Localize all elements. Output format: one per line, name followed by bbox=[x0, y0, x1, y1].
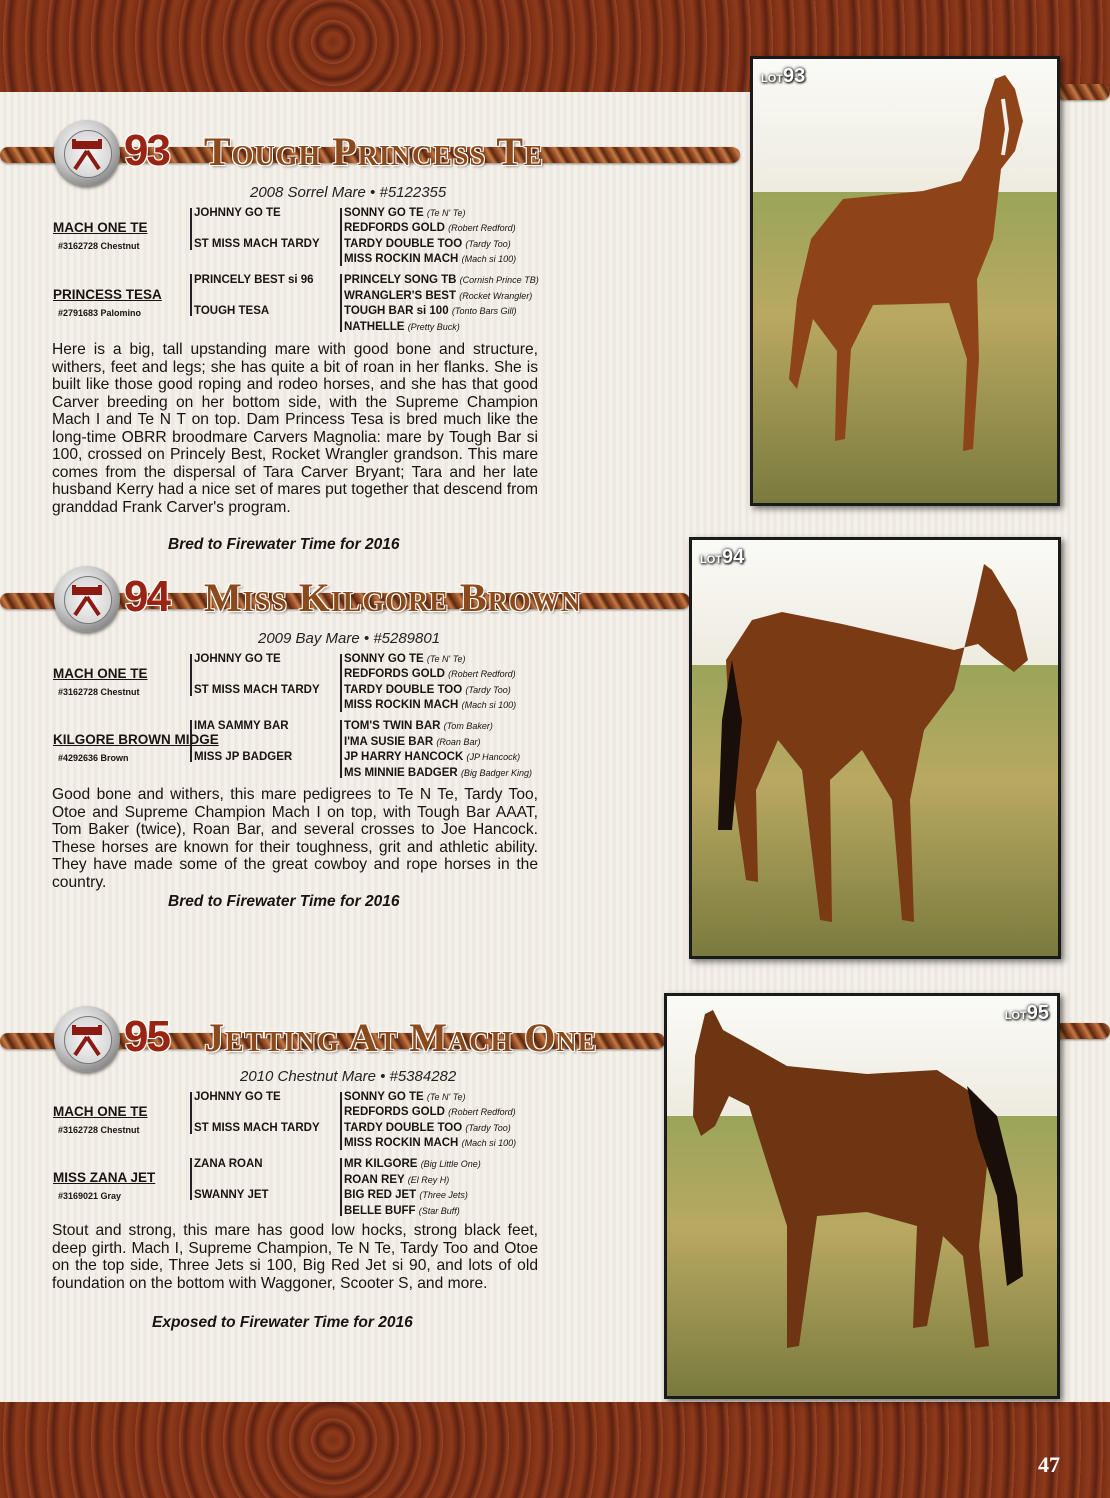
sire-reg: #3162728 Chestnut bbox=[58, 241, 140, 251]
page-number: 47 bbox=[1038, 1452, 1060, 1477]
great-grandparent-sire: (Robert Redford) bbox=[448, 223, 516, 233]
great-grandparent-sire: (Robert Redford) bbox=[448, 669, 516, 679]
horse-name: Tough Princess Te bbox=[204, 129, 544, 174]
great-grandparent: SONNY GO TE bbox=[344, 1091, 424, 1103]
breeding-status: Bred to Firewater Time for 2016 bbox=[168, 536, 400, 553]
dam-name: KILGORE BROWN MIDGE bbox=[53, 732, 219, 747]
horse-photo bbox=[689, 537, 1061, 959]
dam-reg: #3169021 Gray bbox=[58, 1191, 122, 1201]
great-grandparent-sire: (Mach si 100) bbox=[461, 700, 517, 710]
great-grandparent-sire: (Mach si 100) bbox=[461, 254, 517, 264]
dam-name: MISS ZANA JET bbox=[53, 1170, 156, 1185]
great-grandparent: BIG RED JET bbox=[344, 1189, 417, 1201]
lot-prefix: LOT bbox=[761, 73, 783, 85]
horse-silhouette-icon bbox=[753, 59, 1057, 503]
dam-name: PRINCESS TESA bbox=[53, 287, 162, 302]
grandparent: ST MISS MACH TARDY bbox=[194, 684, 320, 696]
grandparent: ST MISS MACH TARDY bbox=[194, 1122, 320, 1134]
horse-name: Miss Kilgore Brown bbox=[204, 575, 582, 620]
great-grandparent-sire: (Tonto Bars Gill) bbox=[451, 306, 517, 316]
pedigree-chart bbox=[52, 652, 552, 782]
great-grandparent: TARDY DOUBLE TOO bbox=[344, 238, 463, 250]
horse-name: Jetting At Mach One bbox=[204, 1015, 598, 1060]
great-grandparent: PRINCELY SONG TB bbox=[344, 274, 457, 286]
great-grandparent: REDFORDS GOLD bbox=[344, 668, 445, 680]
horse-subtitle: 2010 Chestnut Mare • #5384282 bbox=[240, 1068, 457, 1085]
pedigree-chart bbox=[52, 1090, 552, 1220]
great-grandparent: MISS ROCKIN MACH bbox=[344, 1137, 459, 1149]
horse-silhouette-icon bbox=[692, 540, 1058, 956]
great-grandparent: REDFORDS GOLD bbox=[344, 222, 445, 234]
grandparent: JOHNNY GO TE bbox=[194, 1091, 281, 1103]
tooled-leather-footer bbox=[0, 1402, 1110, 1498]
horse-description: Here is a big, tall upstanding mare with good bone and structure, withers, feet and legs; she has quite a bit of roan in her flanks. She is built like those good roping and rodeo horses, and she has that good Carver breeding on her bottom side, with the Supreme Champion Mach I and Te N T on top. Dam Princess Tesa is bred much like the long-time OBRR broodmare Carvers Magnolia: mare by Tough Bar si 100, crossed on Princely Best, Rocket Wrangler grandson. This mare comes from the dispersal of Tara Carver Bryant; Tara and her late husband Kerry had a nice set of mares put together that descend from granddad Frank Carver's program. bbox=[52, 341, 538, 516]
sire-name: MACH ONE TE bbox=[53, 666, 148, 681]
horse-description: Stout and strong, this mare has good low hocks, strong black feet, deep girth. Mach I, Supreme Champion, Te N Te, Tardy Too and Otoe on the top side, Three Jets si 100, Big Red Jet si 90, and lots of old foundation on the bottom with Waggoner, Scooter S, and more. bbox=[52, 1222, 538, 1292]
horse-description: Good bone and withers, this mare pedigrees to Te N Te, Tardy Too, Otoe and Supreme Champion Mach I on top, with Tough Bar AAAT, Tom Baker (twice), Roan Bar, and several crosses to Joe Hancock. These horses are known for their toughness, grit and athletic ability. They have made some of the great cowboy and rope horses in the country. bbox=[52, 786, 538, 891]
breeding-status: Bred to Firewater Time for 2016 bbox=[168, 893, 400, 910]
pedigree-chart bbox=[52, 206, 552, 336]
sire-reg: #3162728 Chestnut bbox=[58, 1125, 140, 1135]
horse-subtitle: 2009 Bay Mare • #5289801 bbox=[258, 630, 441, 647]
great-grandparent: MR KILGORE bbox=[344, 1158, 418, 1170]
great-grandparent-sire: (Robert Redford) bbox=[448, 1107, 516, 1117]
great-grandparent-sire: (Te N' Te) bbox=[426, 208, 466, 218]
great-grandparent-sire: (Cornish Prince TB) bbox=[459, 275, 539, 285]
great-grandparent: TOUGH BAR si 100 bbox=[344, 305, 449, 317]
great-grandparent-sire: (Tom Baker) bbox=[443, 721, 493, 731]
lot-number: 93 bbox=[124, 126, 169, 175]
grandparent: MISS JP BADGER bbox=[194, 751, 293, 763]
rope-divider bbox=[1056, 84, 1110, 100]
dam-reg: #4292636 Brown bbox=[58, 753, 129, 763]
dam-reg: #2791683 Palomino bbox=[58, 308, 142, 318]
great-grandparent: TARDY DOUBLE TOO bbox=[344, 684, 463, 696]
great-grandparent-sire: (Rocket Wrangler) bbox=[459, 291, 533, 301]
grandparent: ST MISS MACH TARDY bbox=[194, 238, 320, 250]
grandparent: IMA SAMMY BAR bbox=[194, 720, 289, 732]
great-grandparent-sire: (Tardy Too) bbox=[465, 685, 511, 695]
rope-divider bbox=[1054, 1023, 1110, 1039]
horse-subtitle: 2008 Sorrel Mare • #5122355 bbox=[250, 184, 447, 201]
grandparent: SWANNY JET bbox=[194, 1189, 269, 1201]
great-grandparent-sire: (Big Little One) bbox=[420, 1159, 481, 1169]
great-grandparent-sire: (Te N' Te) bbox=[426, 654, 466, 664]
great-grandparent: I'MA SUSIE BAR bbox=[344, 736, 434, 748]
great-grandparent-sire: (JP Hancock) bbox=[466, 752, 521, 762]
great-grandparent: JP HARRY HANCOCK bbox=[344, 751, 464, 763]
great-grandparent: REDFORDS GOLD bbox=[344, 1106, 445, 1118]
great-grandparent: SONNY GO TE bbox=[344, 653, 424, 665]
great-grandparent: TARDY DOUBLE TOO bbox=[344, 1122, 463, 1134]
photo-lot-number: 93 bbox=[783, 65, 806, 87]
lot-prefix: LOT bbox=[700, 554, 722, 566]
brand-conch-icon bbox=[54, 120, 120, 186]
lot-prefix: LOT bbox=[1004, 1010, 1027, 1022]
lot-number: 94 bbox=[124, 572, 169, 621]
great-grandparent: TOM'S TWIN BAR bbox=[344, 720, 441, 732]
great-grandparent-sire: (Tardy Too) bbox=[465, 1123, 511, 1133]
grandparent: TOUGH TESA bbox=[194, 305, 270, 317]
grandparent: JOHNNY GO TE bbox=[194, 653, 281, 665]
great-grandparent: MS MINNIE BADGER bbox=[344, 767, 458, 779]
grandparent: JOHNNY GO TE bbox=[194, 207, 281, 219]
horse-photo bbox=[664, 993, 1060, 1399]
grandparent: PRINCELY BEST si 96 bbox=[194, 274, 314, 286]
breeding-status: Exposed to Firewater Time for 2016 bbox=[152, 1314, 413, 1331]
lot-number: 95 bbox=[124, 1012, 169, 1061]
great-grandparent-sire: (Star Buff) bbox=[418, 1206, 460, 1216]
horse-silhouette-icon bbox=[667, 996, 1057, 1396]
brand-conch-icon bbox=[54, 1006, 120, 1072]
great-grandparent: ROAN REY bbox=[344, 1174, 405, 1186]
great-grandparent: SONNY GO TE bbox=[344, 207, 424, 219]
great-grandparent-sire: (Te N' Te) bbox=[426, 1092, 466, 1102]
great-grandparent: MISS ROCKIN MACH bbox=[344, 253, 459, 265]
sire-reg: #3162728 Chestnut bbox=[58, 687, 140, 697]
great-grandparent: MISS ROCKIN MACH bbox=[344, 699, 459, 711]
great-grandparent: NATHELLE bbox=[344, 321, 405, 333]
horse-photo bbox=[750, 56, 1060, 506]
grandparent: ZANA ROAN bbox=[194, 1158, 263, 1170]
great-grandparent-sire: (Big Badger King) bbox=[460, 768, 532, 778]
great-grandparent-sire: (El Rey H) bbox=[407, 1175, 450, 1185]
great-grandparent-sire: (Mach si 100) bbox=[461, 1138, 517, 1148]
sire-name: MACH ONE TE bbox=[53, 220, 148, 235]
photo-lot-number: 94 bbox=[722, 546, 745, 568]
great-grandparent-sire: (Pretty Buck) bbox=[407, 322, 460, 332]
great-grandparent: BELLE BUFF bbox=[344, 1205, 416, 1217]
sire-name: MACH ONE TE bbox=[53, 1104, 148, 1119]
great-grandparent-sire: (Tardy Too) bbox=[465, 239, 511, 249]
brand-conch-icon bbox=[54, 566, 120, 632]
great-grandparent: WRANGLER'S BEST bbox=[344, 290, 456, 302]
great-grandparent-sire: (Roan Bar) bbox=[436, 737, 481, 747]
photo-lot-number: 95 bbox=[1026, 1002, 1049, 1024]
great-grandparent-sire: (Three Jets) bbox=[419, 1190, 468, 1200]
